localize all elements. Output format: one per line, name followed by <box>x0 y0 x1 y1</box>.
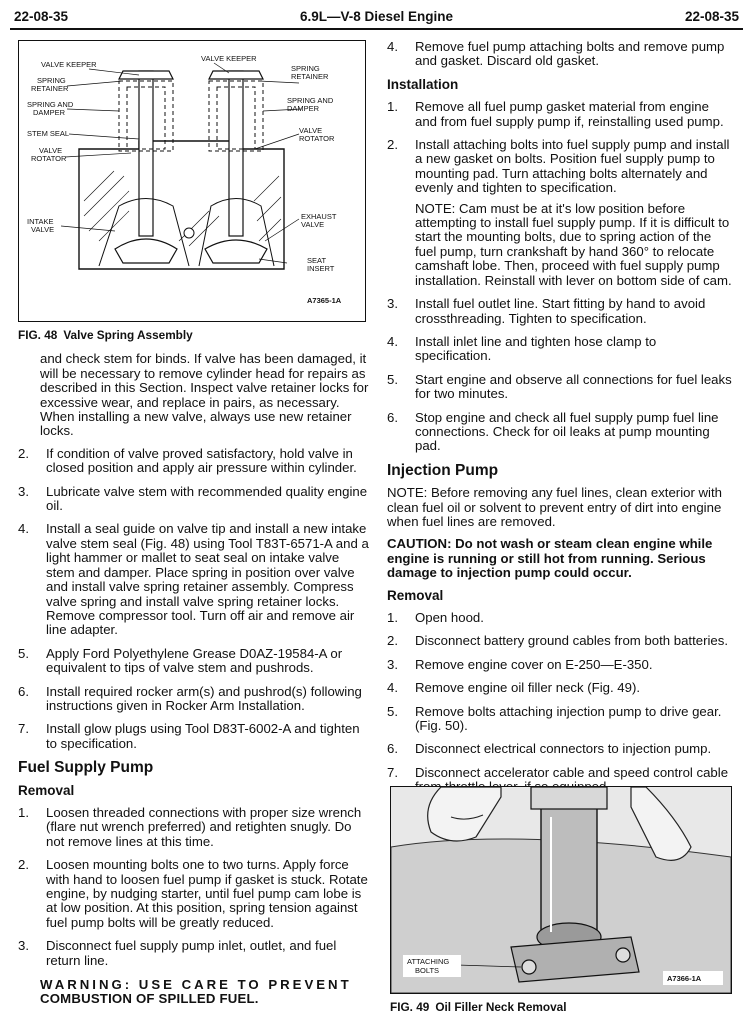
figure-48-code: A7365-1A <box>307 296 342 305</box>
list-item: 6. Disconnect electrical connectors to injection pump. <box>387 741 712 757</box>
list-item: 2. Install attaching bolts into fuel supply pump and install a new gasket on bolts. Position fuel supply pump to mounting pad. Turn attaching bolts alternately and evenly and tighten to specification. NOTE: Cam must be at it's low position before attempting to install fuel supply pump. If it is difficult to start the mounting bolts, due to spring action of the fuel pump, turn crankshaft by hand 360° to relocate camshaft lobe. Then, proceed with fuel supply pump installation. Reinstall with lever on bottom side of cam. <box>387 137 732 288</box>
label-valve-keeper-right: VALVE KEEPER <box>201 54 257 63</box>
label-intake-valve-1: INTAKE <box>27 217 54 226</box>
label-stem-seal: STEM SEAL <box>27 129 70 138</box>
figure-48-valve-spring-assembly <box>18 40 366 322</box>
label-damper-right-2: DAMPER <box>287 104 320 113</box>
attaching-bolt-icon <box>616 948 630 962</box>
page-title: 6.9L—V-8 Diesel Engine <box>299 9 454 24</box>
left-column <box>18 40 370 1007</box>
figure-49-code: A7366-1A <box>667 974 702 983</box>
fuel-warning: WARNING: USE CARE TO PREVENT COMBUSTION OF SPILLED FUEL. <box>40 977 352 1007</box>
label-valve-rotator-left-2: ROTATOR <box>31 154 67 163</box>
list-item: 3. Remove engine cover on E-250—E-350. <box>387 656 653 672</box>
injection-pump-heading: Injection Pump <box>387 461 499 479</box>
label-intake-valve-2: VALVE <box>31 225 55 234</box>
list-item: 6. Stop engine and check all fuel supply pump fuel line connections. Check for oil leaks at pump mounting pad. <box>387 409 719 454</box>
figure-49-wrapper <box>390 786 733 1014</box>
label-seat-insert-1: SEAT <box>307 256 327 265</box>
label-spring-right-1: SPRING <box>291 64 320 73</box>
list-item: 2. Disconnect battery ground cables from both batteries. <box>387 633 729 649</box>
injection-note: NOTE: Before removing any fuel lines, clean exterior with clean fuel oil or solvent to prevent entry of dirt into engine when fuel lines are removed. <box>387 485 722 529</box>
continued-paragraph: and check stem for binds. If valve has been damaged, it will be necessary to remove cylinder head for repairs as described in this Section. Inspect valve retainer locks for excessive wear, and replace in pairs, as necessary. When installing a new valve, always use new retainer locks. <box>40 351 369 439</box>
list-item: 2. Loosen mounting bolts one to two turns. Apply force with hand to loosen fuel pump if gasket is stuck. Rotate engine, by nudging starter, until fuel pump cam lobe is at low position. At this position, spring tension against fuel pump bolts will be greatly reduced. <box>18 857 368 930</box>
list-item: 5. Apply Ford Polyethylene Grease D0AZ-19584-A or equivalent to tips of valve stem and pushrods. <box>18 645 343 676</box>
page-number-right: 22-08-35 <box>684 9 739 24</box>
fuel-supply-pump-heading: Fuel Supply Pump <box>18 759 154 777</box>
fuel-removal-continued <box>387 40 732 69</box>
label-attaching: ATTACHING <box>407 957 450 966</box>
page-number-left: 22-08-35 <box>14 9 69 24</box>
label-seat-insert-2: INSERT <box>307 264 335 273</box>
list-item: 1. Open hood. <box>387 610 484 625</box>
list-item: 5. Remove bolts attaching injection pump to drive gear. (Fig. 50). <box>387 703 722 734</box>
injection-removal-list <box>387 611 732 795</box>
installation-list <box>387 100 732 454</box>
label-valve-rotator-right-2: ROTATOR <box>299 134 335 143</box>
label-retainer-left-2: RETAINER <box>31 84 69 93</box>
list-item: 4. Remove engine oil filler neck (Fig. 49). <box>387 680 641 696</box>
list-item: 4. Remove fuel pump attaching bolts and remove pump and gasket. Discard old gasket. <box>387 39 725 69</box>
figure-49-caption: FIG. 49 Oil Filler Neck Removal <box>390 1000 567 1014</box>
attaching-bolt-icon <box>522 960 536 974</box>
valve-spring-diagram <box>19 41 365 321</box>
label-bolts: BOLTS <box>415 966 440 975</box>
list-item: 6. Install required rocker arm(s) and pushrod(s) following instructions given in Rocker Arm Installation. <box>18 683 362 713</box>
list-item: 1. Loosen threaded connections with proper size wrench (flare nut wrench preferred) and retighten snugly. Do not remove lines at this time. <box>18 804 362 849</box>
list-item: 3. Disconnect fuel supply pump inlet, outlet, and fuel return line. <box>18 938 337 968</box>
fuel-removal-list <box>18 806 370 968</box>
label-exhaust-valve-1: EXHAUST <box>301 212 337 221</box>
label-exhaust-valve-2: VALVE <box>301 220 325 229</box>
list-item: 3. Lubricate valve stem with recommended quality engine oil. <box>18 483 368 514</box>
installation-heading: Installation <box>387 76 459 92</box>
label-valve-rotator-left-1: VALVE <box>39 146 63 155</box>
list-item: 4. Install inlet line and tighten hose clamp to specification. <box>387 333 657 364</box>
right-column <box>387 40 732 804</box>
list-item: 4. Install a seal guide on valve tip and install a new intake valve stem seal (Fig. 48) using Tool T83T-6571-A and a light hammer or mallet to seat seal on intake valve stem and damper. Place spring in position over valve and install valve spring retainer assembly. Compress valve spring and install valve spring retainer locks. Remove compressor tool. Turn off air and remove air line adapter. <box>18 521 369 638</box>
list-item: 2. If condition of valve proved satisfactory, hold valve in closed position and apply air pressure within cylinder. <box>18 445 357 476</box>
label-spring-left-1: SPRING <box>37 76 66 85</box>
removal-heading-right: Removal <box>387 587 444 603</box>
list-item: 3. Install fuel outlet line. Start fitting by hand to avoid crossthreading. Tighten to specification. <box>387 296 706 326</box>
label-valve-keeper-left: VALVE KEEPER <box>41 60 97 69</box>
removal-heading-left: Removal <box>18 782 75 798</box>
label-spring-and-left-1: SPRING AND <box>27 100 74 109</box>
valve-steps-list <box>18 447 370 751</box>
caution-text: CAUTION: Do not wash or steam clean engine while engine is running or still hot from running. Serious damage to injection pump could occur. <box>387 536 713 581</box>
oil-filler-neck-illustration <box>391 787 731 993</box>
list-item: 1. Remove all fuel pump gasket material from engine and from fuel supply pump if, reinstalling used pump. <box>387 99 724 129</box>
page-header <box>10 6 743 30</box>
label-spring-and-right-1: SPRING AND <box>287 96 334 105</box>
list-item: 5. Start engine and observe all connections for fuel leaks for two minutes. <box>387 371 732 402</box>
label-valve-rotator-right-1: VALVE <box>299 126 323 135</box>
label-retainer-right-2: RETAINER <box>291 72 329 81</box>
install-note: NOTE: Cam must be at it's low position before attempting to install fuel supply pump. If it is difficult to start the mounting bolts, due to spring action of the fuel pump, turn crankshaft by hand 360° to relocate camshaft lobe. Then, proceed with fuel supply pump installation. Reinstall with lever on bottom side of cam. <box>415 200 732 288</box>
label-damper-left-2: DAMPER <box>33 108 66 117</box>
figure-48-caption: FIG. 48 Valve Spring Assembly <box>18 328 193 342</box>
figure-49-oil-filler-neck <box>390 786 732 994</box>
list-item: 7. Disconnect accelerator cable and speed control cable <box>387 764 729 780</box>
list-item: 7. Install glow plugs using Tool D83T-6002-A and tighten to specification. <box>18 721 360 751</box>
